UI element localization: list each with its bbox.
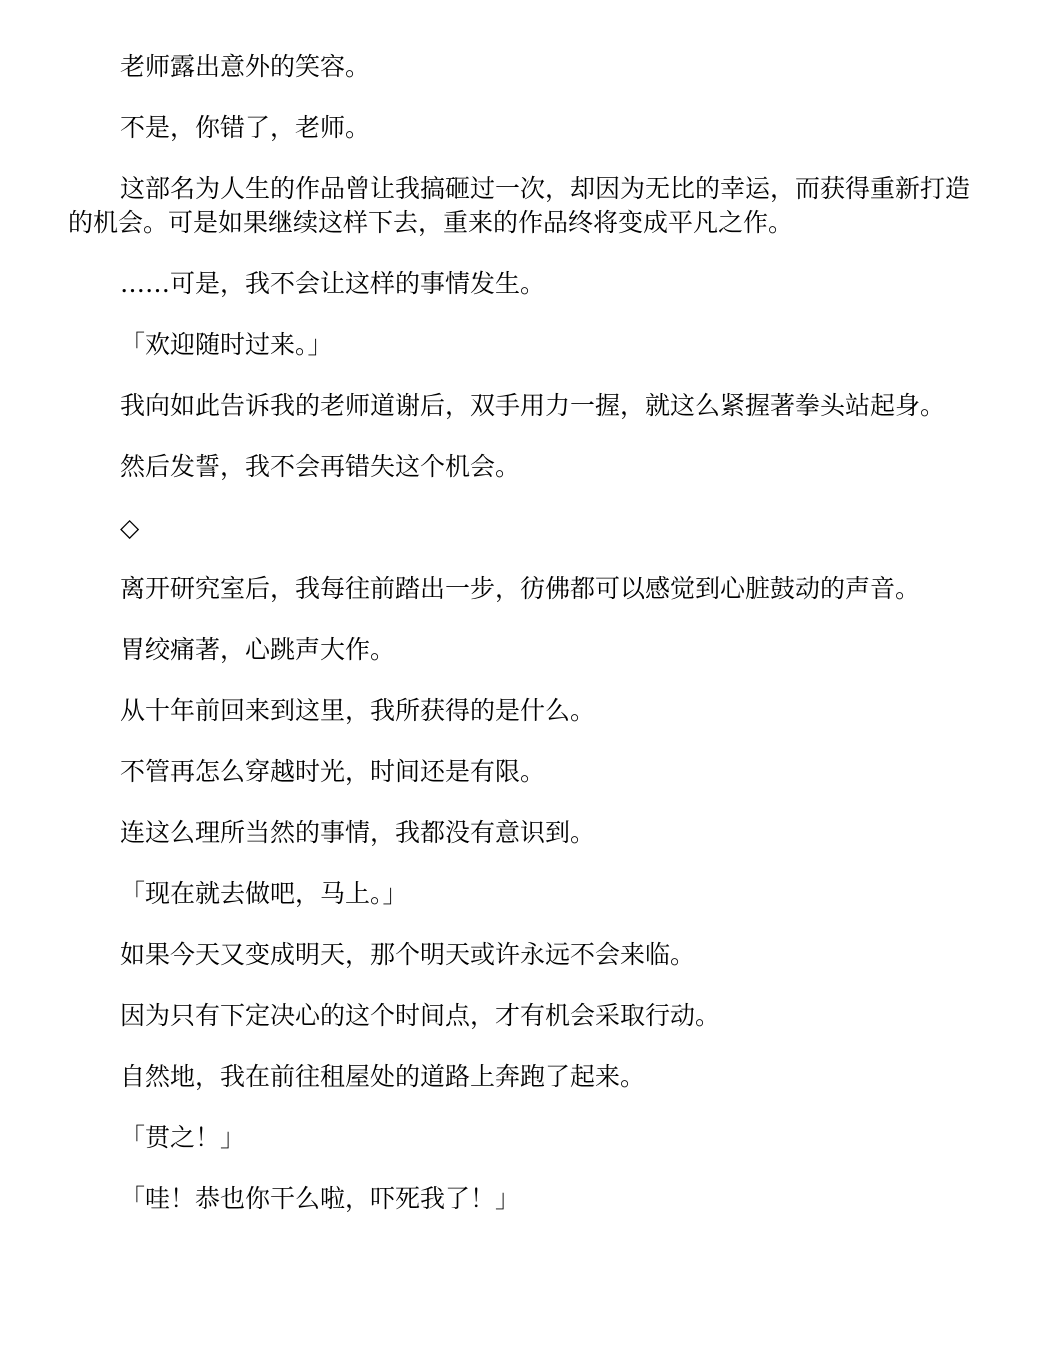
paragraph: 「欢迎随时过来。」 [120, 330, 333, 359]
document-page [68, 50, 983, 1243]
paragraph: 「现在就去做吧，马上。」 [120, 879, 408, 908]
paragraph: ……可是，我不会让这样的事情发生。 [120, 269, 546, 298]
paragraph: 连这么理所当然的事情，我都没有意识到。 [120, 818, 596, 847]
paragraph: 从十年前回来到这里，我所获得的是什么。 [120, 696, 596, 725]
paragraph: 胃绞痛著，心跳声大作。 [120, 635, 396, 664]
paragraph: 因为只有下定决心的这个时间点，才有机会采取行动。 [120, 1001, 721, 1030]
paragraph: 我向如此告诉我的老师道谢后，双手用力一握，就这么紧握著拳头站起身。 [120, 391, 946, 420]
scene-break-diamond: ◇ [120, 513, 140, 542]
paragraph: 「贯之！」 [120, 1123, 246, 1152]
paragraph: 老师露出意外的笑容。 [120, 52, 371, 81]
paragraph: 不管再怎么穿越时光，时间还是有限。 [120, 757, 546, 786]
paragraph: 自然地，我在前往租屋处的道路上奔跑了起来。 [120, 1062, 646, 1091]
paragraph: 「哇！恭也你干么啦，吓死我了！」 [120, 1184, 521, 1213]
paragraph: 离开研究室后，我每往前踏出一步，彷佛都可以感觉到心脏鼓动的声音。 [120, 574, 921, 603]
paragraph: 这部名为人生的作品曾让我搞砸过一次，却因为无比的幸运，而获得重新打造的机会。可是如果继续这样下去，重来的作品终将变成平凡之作。 [68, 174, 971, 237]
paragraph: 如果今天又变成明天，那个明天或许永远不会来临。 [120, 940, 696, 969]
paragraph: 然后发誓，我不会再错失这个机会。 [120, 452, 521, 481]
paragraph: 不是，你错了，老师。 [120, 113, 371, 142]
